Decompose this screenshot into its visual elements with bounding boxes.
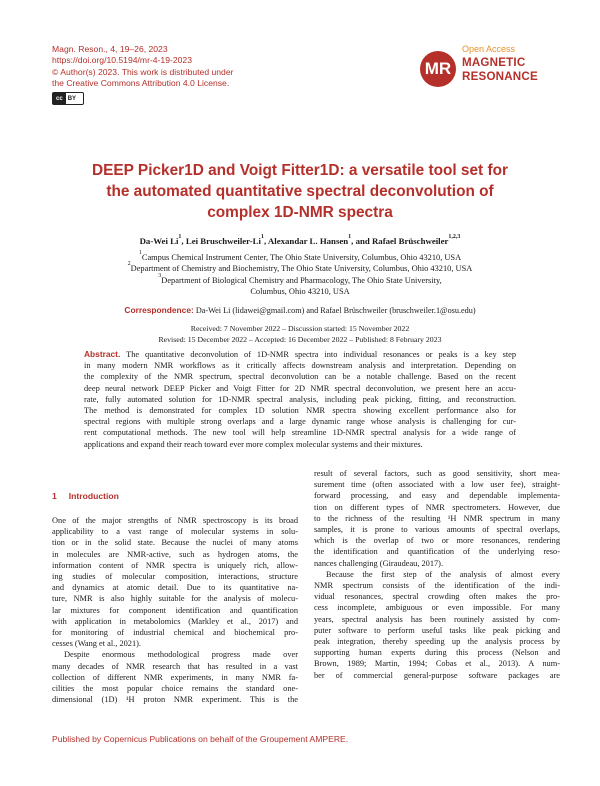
affiliations xyxy=(40,252,560,298)
correspondence xyxy=(40,305,560,315)
abstract-line: The method is demonstrated for complex 1D solution NMR spectra showing excellent performance also for xyxy=(84,406,516,416)
body-line: many decades of NMR research that has resulted in a vast xyxy=(52,661,298,671)
body-column-left xyxy=(52,515,298,705)
body-line: Because the first step of the analysis of almost every xyxy=(326,569,560,579)
doi-link[interactable]: https://doi.org/10.5194/mr-4-19-2023 xyxy=(52,55,192,66)
body-line: peak integration, thereby speeding up the analysis process by xyxy=(314,637,560,647)
abstract-line: the complexity of the NMR spectrum, spectral deconvolution can be a notable challenge. Based on the recent xyxy=(84,372,516,382)
dates-line: Received: 7 November 2022 – Discussion started: 15 November 2022 xyxy=(190,324,410,333)
title-line: the automated quantitative spectral deconvolution of xyxy=(106,183,494,200)
author-sup: 1,2,3 xyxy=(448,234,461,240)
body-line: puter software to perform useful tasks like peak picking and xyxy=(314,625,560,635)
logo-name-line2: RESONANCE xyxy=(462,70,538,83)
abstract-label: Abstract. xyxy=(84,349,121,359)
body-line: which is the overlap of two or more resonances, rendering xyxy=(314,536,560,546)
body-line: tion on different types of NMR spectrometers. However, due xyxy=(314,502,560,512)
logo-name-line1: MAGNETIC xyxy=(462,56,526,69)
open-access-label: Open Access xyxy=(462,44,516,54)
body-line: years, spectral analysis has been routinely assisted by com- xyxy=(314,614,560,624)
body-line: Despite enormous methodological progress made over xyxy=(64,650,298,660)
author-name: Alexandar L. Hansen xyxy=(267,236,349,246)
abstract-line: spectral regions with multiple strong overlaps and a large dynamic range whose analysis is challenging for cur- xyxy=(84,417,516,427)
body-line: and dynamics at atomic detail. Due to its quantitative na- xyxy=(52,583,298,593)
abstract-line: rent computational methods. The new tool will help streamline 1D-NMR spectral analysis for a wide range of xyxy=(84,428,516,438)
body-line: tion or in the solid state. Because the nuclei of many atoms xyxy=(52,538,298,548)
by-icon: BY xyxy=(67,95,77,102)
abstract-line: deep neural network DEEP Picker and Voigt Fitter for 2D NMR spectral deconvolution, we present here an accu- xyxy=(84,383,516,393)
title-line: DEEP Picker1D and Voigt Fitter1D: a versatile tool set for xyxy=(92,162,508,179)
copyright-line: © Author(s) 2023. This work is distributed under xyxy=(52,66,234,77)
abstract-line: applications and expand their reach toward ever more complex molecular systems and their mixtures. xyxy=(84,439,423,449)
author-sup: 1 xyxy=(348,234,352,240)
body-line: vidual resonances, spectral crowding often makes the pro- xyxy=(314,592,560,602)
body-line: ture, NMR is also highly suitable for the analysis of molecu- xyxy=(52,594,298,604)
cc-by-badge[interactable] xyxy=(52,92,84,105)
author-list: Da-Wei Li$^1$, Lei Bruschweiler-Li$^1$, Alexandar L. Hansen$^1$, and Rafael Brüschweiler$^{1,2,3}$ xyxy=(139,234,461,246)
body-column-right xyxy=(314,468,560,681)
body-line: with application in metabolomics (Markley et al., 2017) and xyxy=(52,616,298,626)
body-line: One of the major strengths of NMR spectroscopy is its broad xyxy=(52,516,298,525)
body-line: forward processing, and easy and dependable implementa- xyxy=(314,491,560,501)
body-line: to the richness of the resulting ¹H NMR spectrum in many xyxy=(314,513,560,523)
body-line: cess incomplete, ambiguous or even impossible. For many xyxy=(314,603,560,613)
body-line: applicability to a vast range of molecular systems in solu- xyxy=(52,527,298,537)
body-line: lar mixtures for component identification and quantification xyxy=(52,605,298,615)
dates-line: Revised: 15 December 2022 – Accepted: 16 December 2022 – Published: 8 February 2023 xyxy=(158,335,442,345)
author-name: Rafael Brüschweiler xyxy=(371,236,449,246)
body-line: nances challenging (Giraudeau, 2017). xyxy=(314,558,444,568)
body-line: dimensional (1D) ¹H proton NMR experiment. This is the xyxy=(52,695,298,705)
author-name: Da-Wei Li xyxy=(139,236,179,246)
author-sup: 1 xyxy=(178,234,182,240)
section-heading xyxy=(52,491,131,501)
body-line: supporting human experts during this process (Nelson and xyxy=(314,648,560,658)
body-line: surement time (often associated with a low user fee), straight- xyxy=(314,480,560,490)
license-link[interactable]: the Creative Commons Attribution 4.0 License. xyxy=(52,78,230,89)
publisher-footer: Published by Copernicus Publications on behalf of the Groupement AMPERE. xyxy=(52,734,349,744)
body-line: Brown, 1989; Martin, 1994; Cobas et al., 2013). A num- xyxy=(314,659,560,669)
journal-logo xyxy=(420,44,560,94)
body-line: cesses (Wang et al., 2021). xyxy=(52,639,141,649)
mr-logo-icon: MR xyxy=(420,51,456,87)
correspondence-text: Da-Wei Li (lidawei@gmail.com) and Rafael Brüschweiler (bruschweiler.1@osu.edu) xyxy=(195,306,476,315)
body-line: ing studies of molecular composition, interactions, structure xyxy=(52,572,298,582)
body-line: in molecules are NMR-active, such as hydrogen atoms, the xyxy=(52,549,298,559)
author-sup: 1 xyxy=(261,234,264,240)
body-line: result of several factors, such as good sensitivity, short mea- xyxy=(314,469,560,478)
body-line: for monitoring of industrial chemical and biochemical pro- xyxy=(52,628,298,638)
body-line: the identification and quantification of the underlying reso- xyxy=(314,547,560,557)
body-line: ber of commercial general-purpose software packages are xyxy=(314,670,560,680)
body-line: samples, it is prone to various amounts of spectral overlaps, xyxy=(314,525,560,535)
affiliation: $^1$Campus Chemical Instrument Center, The Ohio State University, Columbus, Ohio 43210, USA xyxy=(138,250,462,262)
affiliation: $^2$Department of Chemistry and Biochemistry, The Ohio State University, Columbus, Ohio 43210, USA xyxy=(127,261,473,274)
correspondence-label: Correspondence: xyxy=(124,305,194,315)
affiliation: Columbus, Ohio 43210, USA xyxy=(250,287,350,297)
section-number: 1 xyxy=(52,491,57,501)
cc-icon: cc xyxy=(53,93,66,104)
journal-meta xyxy=(52,44,233,90)
publication-dates xyxy=(40,323,560,346)
abstract: Abstract. The quantitative deconvolution of 1D-NMR spectra into individual resonances or peaks is a key step in many modern NMR workflows as it critically affects downstream analysis and interpretation. Depending on the complexity of the NMR spectrum, spectral deconvolution can be a notable challenge. Based on the recent deep neural network DEEP Picker and Voigt Fitter for 2D NMR spectral deconvolution, we present here an accu- rate, fully automated solution for 1D-NMR spectral analysis, including peak picking, fitting, and reconstruction. The method is demonstrated for complex 1D solution NMR spectra showing excellent performance also for spectral regions with multiple strong overlaps and a large dynamic range whose analysis is challenging for cur- rent computational methods. The new tool will help streamline 1D-NMR spectral analysis for a wide range of applications and expand their reach toward ever more complex molecular systems and their mixtures. xyxy=(84,349,516,449)
title-line: complex 1D-NMR spectra xyxy=(207,204,393,221)
body-line: NMR spectrum consists of the identification of the indi- xyxy=(314,581,560,591)
body-line: information content of NMR spectra is uniquely rich, allow- xyxy=(52,560,298,570)
body-line: collection of different NMR experiments, in many NMR fa- xyxy=(52,672,298,682)
author-name: Lei Bruschweiler-Li xyxy=(185,236,261,246)
abstract-line: rate, fully automated solution for 1D-NMR spectral analysis, including peak picking, fitting, and reconstruction. xyxy=(84,394,516,404)
paper-title xyxy=(40,160,560,223)
citation-line: Magn. Reson., 4, 19–26, 2023 xyxy=(52,44,168,54)
abstract-line: in many modern NMR workflows as it critically affects downstream analysis and interpretation. Depending on xyxy=(84,361,516,371)
section-title: Introduction xyxy=(68,491,119,501)
body-line: cilities the most popular choice remains the standard one- xyxy=(52,684,298,694)
affiliation: $^3$Department of Biological Chemistry and Pharmacology, The Ohio State University, xyxy=(158,272,442,285)
